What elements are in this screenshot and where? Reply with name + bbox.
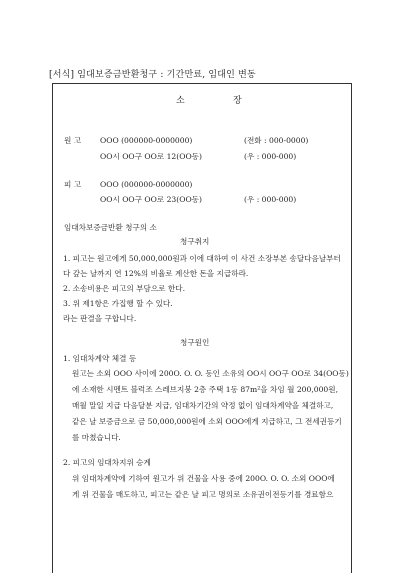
defendant-address: OO시 OO구 OO로 23(OO동) xyxy=(100,195,202,204)
claim-purpose-line: 3. 위 제1항은 가집행 할 수 있다. xyxy=(63,299,173,308)
section1-line: 원고는 소외 OOO 사이에 200O. O. O. 동인 소유의 OO시 OO구 OO로 34(OO동) xyxy=(72,369,349,378)
section1-title: 1. 임대차계약 체결 등 xyxy=(63,354,137,363)
claim-purpose-line: 2. 소송비용은 피고의 부담으로 한다. xyxy=(63,284,186,293)
document-title-right: 장 xyxy=(233,96,242,106)
plaintiff-phone: (전화 : 000-0000) xyxy=(244,136,309,145)
claim-purpose-heading: 청구취지 xyxy=(180,237,210,246)
section1-line: 를 마쳤습니다. xyxy=(72,433,121,442)
claim-purpose-line: 라는 판결을 구합니다. xyxy=(63,314,137,323)
plaintiff-address: OO시 OO구 OO로 12(OO동) xyxy=(100,152,202,161)
section1-line: 같은 날 보증금으로 금 50,000,000원에 소외 OOO에게 지급하고, 그 전세권등기 xyxy=(72,417,342,426)
section2-line: 게 위 건물을 매도하고, 피고는 같은 날 피고 명의로 소유권이전등기를 경료함으 xyxy=(72,490,334,499)
claim-purpose-line: 다 갚는 날까지 연 12%의 비율로 계산한 돈을 지급하라. xyxy=(63,269,249,278)
defendant-postal: (우 : 000-000) xyxy=(244,195,297,204)
claim-cause-heading: 청구원인 xyxy=(180,338,210,347)
document-title-left: 소 xyxy=(176,96,185,106)
document-frame xyxy=(52,83,352,573)
section2-line: 위 임대차계약에 기하여 원고가 위 건물을 사용 중에 200O. O. O. 소외 OOO에 xyxy=(72,474,335,483)
plaintiff-postal: (우 : 000-000) xyxy=(244,152,297,161)
plaintiff-role: 원 고 xyxy=(64,136,82,145)
claim-purpose-line: 1. 피고는 원고에게 50,000,000원과 이에 대하여 이 사건 소장부본 송달다음날부터 xyxy=(63,254,341,263)
section2-title: 2. 피고의 임대차지위 승계 xyxy=(63,458,151,467)
defendant-name-id: OOO (000000-0000000) xyxy=(100,180,193,189)
section1-line: 에 소재한 시멘트 블럭조 스레브지붕 2층 주택 1동 87m²을 차임 월 200,000원, xyxy=(72,385,338,394)
plaintiff-name-id: OOO (000000-0000000) xyxy=(100,136,193,145)
form-label: [서식] 임대보증금반환청구 : 기간만료, 임대인 변동 xyxy=(49,70,256,80)
case-name: 임대차보증금반환 청구의 소 xyxy=(64,223,157,232)
defendant-role: 피 고 xyxy=(64,180,82,189)
section1-line: 매월 말일 지급 다음달분 지급, 임대차기간의 약정 없이 임대차계약을 체결하고, xyxy=(72,401,334,410)
